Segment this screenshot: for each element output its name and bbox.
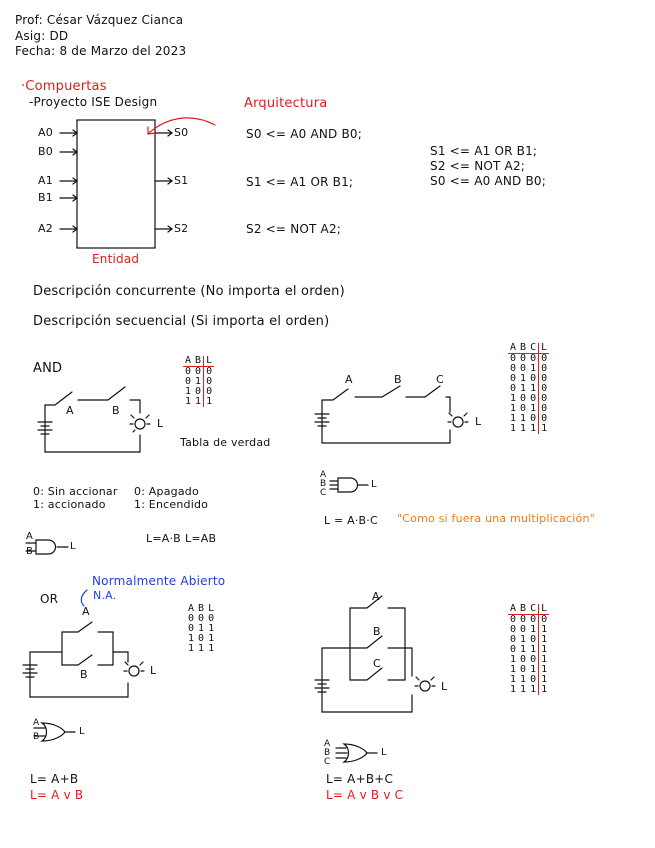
cell: 1 xyxy=(520,644,527,655)
cell: 1 xyxy=(530,664,537,675)
legend-switch-off: 0: Sin accionar xyxy=(33,485,118,498)
entity-output-arrows xyxy=(155,130,172,232)
or-gate-input-b: B xyxy=(33,732,40,742)
table-row xyxy=(508,685,549,695)
cell: 1 xyxy=(530,644,537,655)
na-arrow xyxy=(81,590,87,606)
and3-switch-a-label: A xyxy=(345,373,353,386)
entity-input-a1: A1 xyxy=(38,174,53,187)
cell: 0 xyxy=(510,624,517,635)
cell: 1 xyxy=(539,424,550,434)
and-title: AND xyxy=(33,361,63,376)
cell: 0 xyxy=(185,376,192,387)
architecture-label: Arquitectura xyxy=(244,96,328,111)
cell: 1 xyxy=(188,633,195,644)
cell: 0 xyxy=(204,387,215,397)
cell: 0 xyxy=(195,366,202,377)
cell: 0 xyxy=(520,614,527,625)
and-formula-1: L=A·B xyxy=(146,532,181,545)
and-gate-output-l: L xyxy=(70,541,76,552)
cell: 1 xyxy=(195,376,202,387)
code-s1: S1 <= A1 OR B1; xyxy=(246,175,354,189)
or3-th-l: L xyxy=(539,604,550,615)
or-title: OR xyxy=(40,592,59,606)
cell: 1 xyxy=(204,397,215,407)
cell: 0 xyxy=(204,377,215,387)
cell: 1 xyxy=(520,634,527,645)
cell: 1 xyxy=(530,383,537,394)
code-s2: S2 <= NOT A2; xyxy=(246,222,342,236)
legend-lamp-on: 1: Encendido xyxy=(134,498,209,511)
and-circuit xyxy=(38,387,150,452)
cell: 1 xyxy=(510,654,517,665)
cell: 0 xyxy=(208,613,215,624)
cell: 0 xyxy=(510,373,517,384)
cell: 0 xyxy=(520,654,527,665)
and-th-l: L xyxy=(204,356,215,367)
and3-th-a: A xyxy=(510,342,517,353)
or-th-a: A xyxy=(188,603,195,614)
and3-lamp-label: L xyxy=(475,415,482,428)
and3-switch-b-label: B xyxy=(394,373,402,386)
and-switch-a-label: A xyxy=(66,404,74,417)
or3-circuit xyxy=(315,596,435,712)
entity-input-b0: B0 xyxy=(38,145,53,158)
and3-th-c: C xyxy=(528,343,539,354)
and-th-b: B xyxy=(193,356,204,367)
legend-switch-on: 1: accionado xyxy=(33,498,106,511)
or-th-b: B xyxy=(198,603,205,614)
cell: 0 xyxy=(520,624,527,635)
or3-formula-1: L= A+B+C xyxy=(326,772,394,786)
cell: 0 xyxy=(539,374,550,384)
legend-lamp-off: 0: Apagado xyxy=(134,485,199,498)
cell: 1 xyxy=(520,383,527,394)
and3-formula: L = A·B·C xyxy=(324,514,378,527)
or3-gate-input-c: C xyxy=(324,757,331,767)
cell: 0 xyxy=(195,386,202,397)
cell: 0 xyxy=(530,674,537,685)
entity-output-s2: S2 xyxy=(174,222,189,235)
cell: 0 xyxy=(510,634,517,645)
or3-truth-table xyxy=(508,604,549,695)
and3-gate-input-a: A xyxy=(320,470,327,480)
cell: 0 xyxy=(510,363,517,374)
cell: 1 xyxy=(510,423,517,434)
and-formula-2: L=AB xyxy=(185,532,217,545)
and-lamp-label: L xyxy=(157,417,164,430)
cell: 0 xyxy=(510,353,517,364)
code-block-line-3: S0 <= A0 AND B0; xyxy=(430,174,546,188)
cell: 1 xyxy=(539,685,550,695)
and-gate-input-b: B xyxy=(26,546,34,557)
code-block-line-1: S1 <= A1 OR B1; xyxy=(430,144,538,158)
and3-th-b: B xyxy=(520,342,527,353)
and3-gate-input-c: C xyxy=(320,488,327,498)
cell: 0 xyxy=(530,353,537,364)
entity-input-a0: A0 xyxy=(38,126,53,139)
cell: 1 xyxy=(510,674,517,685)
cell: 1 xyxy=(530,363,537,374)
cell: 0 xyxy=(520,393,527,404)
cell: 0 xyxy=(520,403,527,414)
cell: 1 xyxy=(539,645,550,655)
or-th-l: L xyxy=(208,603,215,614)
cell: 1 xyxy=(520,423,527,434)
cell: 1 xyxy=(510,664,517,675)
or3-switch-b-label: B xyxy=(373,625,381,638)
cell: 1 xyxy=(530,423,537,434)
or3-switch-c-label: C xyxy=(373,657,381,670)
and3-gate-symbol xyxy=(338,478,358,492)
and-truth-table xyxy=(183,356,214,407)
cell: 1 xyxy=(520,674,527,685)
cell: 0 xyxy=(188,623,195,634)
cell: 1 xyxy=(198,643,205,654)
and3-rows xyxy=(508,354,549,435)
and-gate-input-a: A xyxy=(26,531,34,542)
or3-gate-output-l: L xyxy=(381,747,387,758)
or3-rows xyxy=(508,615,549,696)
header-prof: Prof: César Vázquez Cianca xyxy=(15,13,184,27)
cell: 0 xyxy=(539,414,550,424)
or-gate-output-l: L xyxy=(79,726,85,737)
cell: 0 xyxy=(539,354,550,365)
and3-truth-table xyxy=(508,343,549,434)
or3-th-c: C xyxy=(528,604,539,615)
cell: 0 xyxy=(520,664,527,675)
cell: 0 xyxy=(539,615,550,626)
cell: 1 xyxy=(510,413,517,424)
cell: 0 xyxy=(530,413,537,424)
and3-th-l: L xyxy=(539,343,550,354)
or3-lamp-label: L xyxy=(441,680,448,693)
or3-gate-input-a: A xyxy=(324,739,331,749)
header-asig: Asig: DD xyxy=(15,29,69,43)
and-th-a: A xyxy=(185,355,192,366)
cell: 0 xyxy=(530,654,537,665)
and-gate-symbol xyxy=(36,540,56,554)
cell: 0 xyxy=(539,364,550,374)
table-row xyxy=(183,397,214,407)
table-row xyxy=(186,644,216,654)
or-switch-a-label: A xyxy=(82,605,90,618)
truth-table-caption: Tabla de verdad xyxy=(180,436,271,449)
cell: 0 xyxy=(204,367,215,378)
cell: 1 xyxy=(520,413,527,424)
cell: 1 xyxy=(539,625,550,635)
section-title: ·Compuertas xyxy=(21,79,107,94)
or-gate-symbol xyxy=(42,723,65,741)
and3-gate-input-b: B xyxy=(320,479,327,489)
cell: 1 xyxy=(510,403,517,414)
or3-th-a: A xyxy=(510,603,517,614)
entity-box xyxy=(77,120,155,248)
cell: 1 xyxy=(539,675,550,685)
cell: 0 xyxy=(539,404,550,414)
cell: 0 xyxy=(185,366,192,377)
project-label: -Proyecto ISE Design xyxy=(29,95,158,109)
cell: 1 xyxy=(530,684,537,695)
cell: 0 xyxy=(510,383,517,394)
description-sequential: Descripción secuencial (Si importa el orden) xyxy=(33,314,330,329)
or-truth-table xyxy=(186,604,216,654)
header-fecha: Fecha: 8 de Marzo del 2023 xyxy=(15,44,187,58)
normally-open-label: Normalmente Abierto xyxy=(92,574,226,588)
cell: 0 xyxy=(510,644,517,655)
cell: 0 xyxy=(539,394,550,404)
entity-output-s0: S0 xyxy=(174,126,189,139)
cell: 1 xyxy=(539,635,550,645)
cell: 1 xyxy=(185,386,192,397)
and3-gate-output-l: L xyxy=(371,479,377,490)
or-gate-input-a: A xyxy=(33,718,40,728)
table-row xyxy=(508,424,549,434)
cell: 0 xyxy=(539,384,550,394)
and3-circuit xyxy=(315,386,468,443)
cell: 1 xyxy=(198,623,205,634)
description-concurrent: Descripción concurrente (No importa el orden) xyxy=(33,284,345,299)
or-lamp-label: L xyxy=(150,664,157,677)
code-s0: S0 <= A0 AND B0; xyxy=(246,127,362,141)
cell: 0 xyxy=(520,353,527,364)
and-switch-b-label: B xyxy=(112,404,120,417)
or3-switch-a-label: A xyxy=(372,590,380,603)
cell: 1 xyxy=(539,655,550,665)
cell: 1 xyxy=(510,684,517,695)
cell: 1 xyxy=(530,403,537,414)
entity-output-s1: S1 xyxy=(174,174,189,187)
cell: 0 xyxy=(530,614,537,625)
cell: 0 xyxy=(530,373,537,384)
or-formula-2: L= A v B xyxy=(30,788,84,802)
cell: 0 xyxy=(520,363,527,374)
cell: 1 xyxy=(188,643,195,654)
entity-input-a2: A2 xyxy=(38,222,53,235)
or3-th-b: B xyxy=(520,603,527,614)
or-circuit xyxy=(23,622,144,697)
or3-gate-input-b: B xyxy=(324,748,331,758)
na-label: N.A. xyxy=(93,589,117,602)
or3-formula-2: L= A v B v C xyxy=(326,788,404,802)
cell: 0 xyxy=(530,393,537,404)
and3-switch-c-label: C xyxy=(436,373,444,386)
or-formula-1: L= A+B xyxy=(30,772,79,786)
or-switch-b-label: B xyxy=(80,668,88,681)
cell: 1 xyxy=(520,373,527,384)
cell: 1 xyxy=(208,643,215,654)
cell: 0 xyxy=(188,613,195,624)
entity-input-arrows xyxy=(60,130,77,232)
cell: 0 xyxy=(530,634,537,645)
and3-note: "Como si fuera una multiplicación" xyxy=(397,512,595,525)
cell: 1 xyxy=(539,665,550,675)
cell: 1 xyxy=(510,393,517,404)
cell: 1 xyxy=(185,396,192,407)
code-block-line-2: S2 <= NOT A2; xyxy=(430,159,526,173)
entity-label: Entidad xyxy=(92,252,140,266)
cell: 1 xyxy=(208,623,215,634)
cell: 0 xyxy=(198,613,205,624)
cell: 0 xyxy=(198,633,205,644)
cell: 0 xyxy=(510,614,517,625)
cell: 1 xyxy=(208,633,215,644)
cell: 1 xyxy=(530,624,537,635)
entity-input-b1: B1 xyxy=(38,191,53,204)
cell: 1 xyxy=(520,684,527,695)
cell: 1 xyxy=(195,396,202,407)
